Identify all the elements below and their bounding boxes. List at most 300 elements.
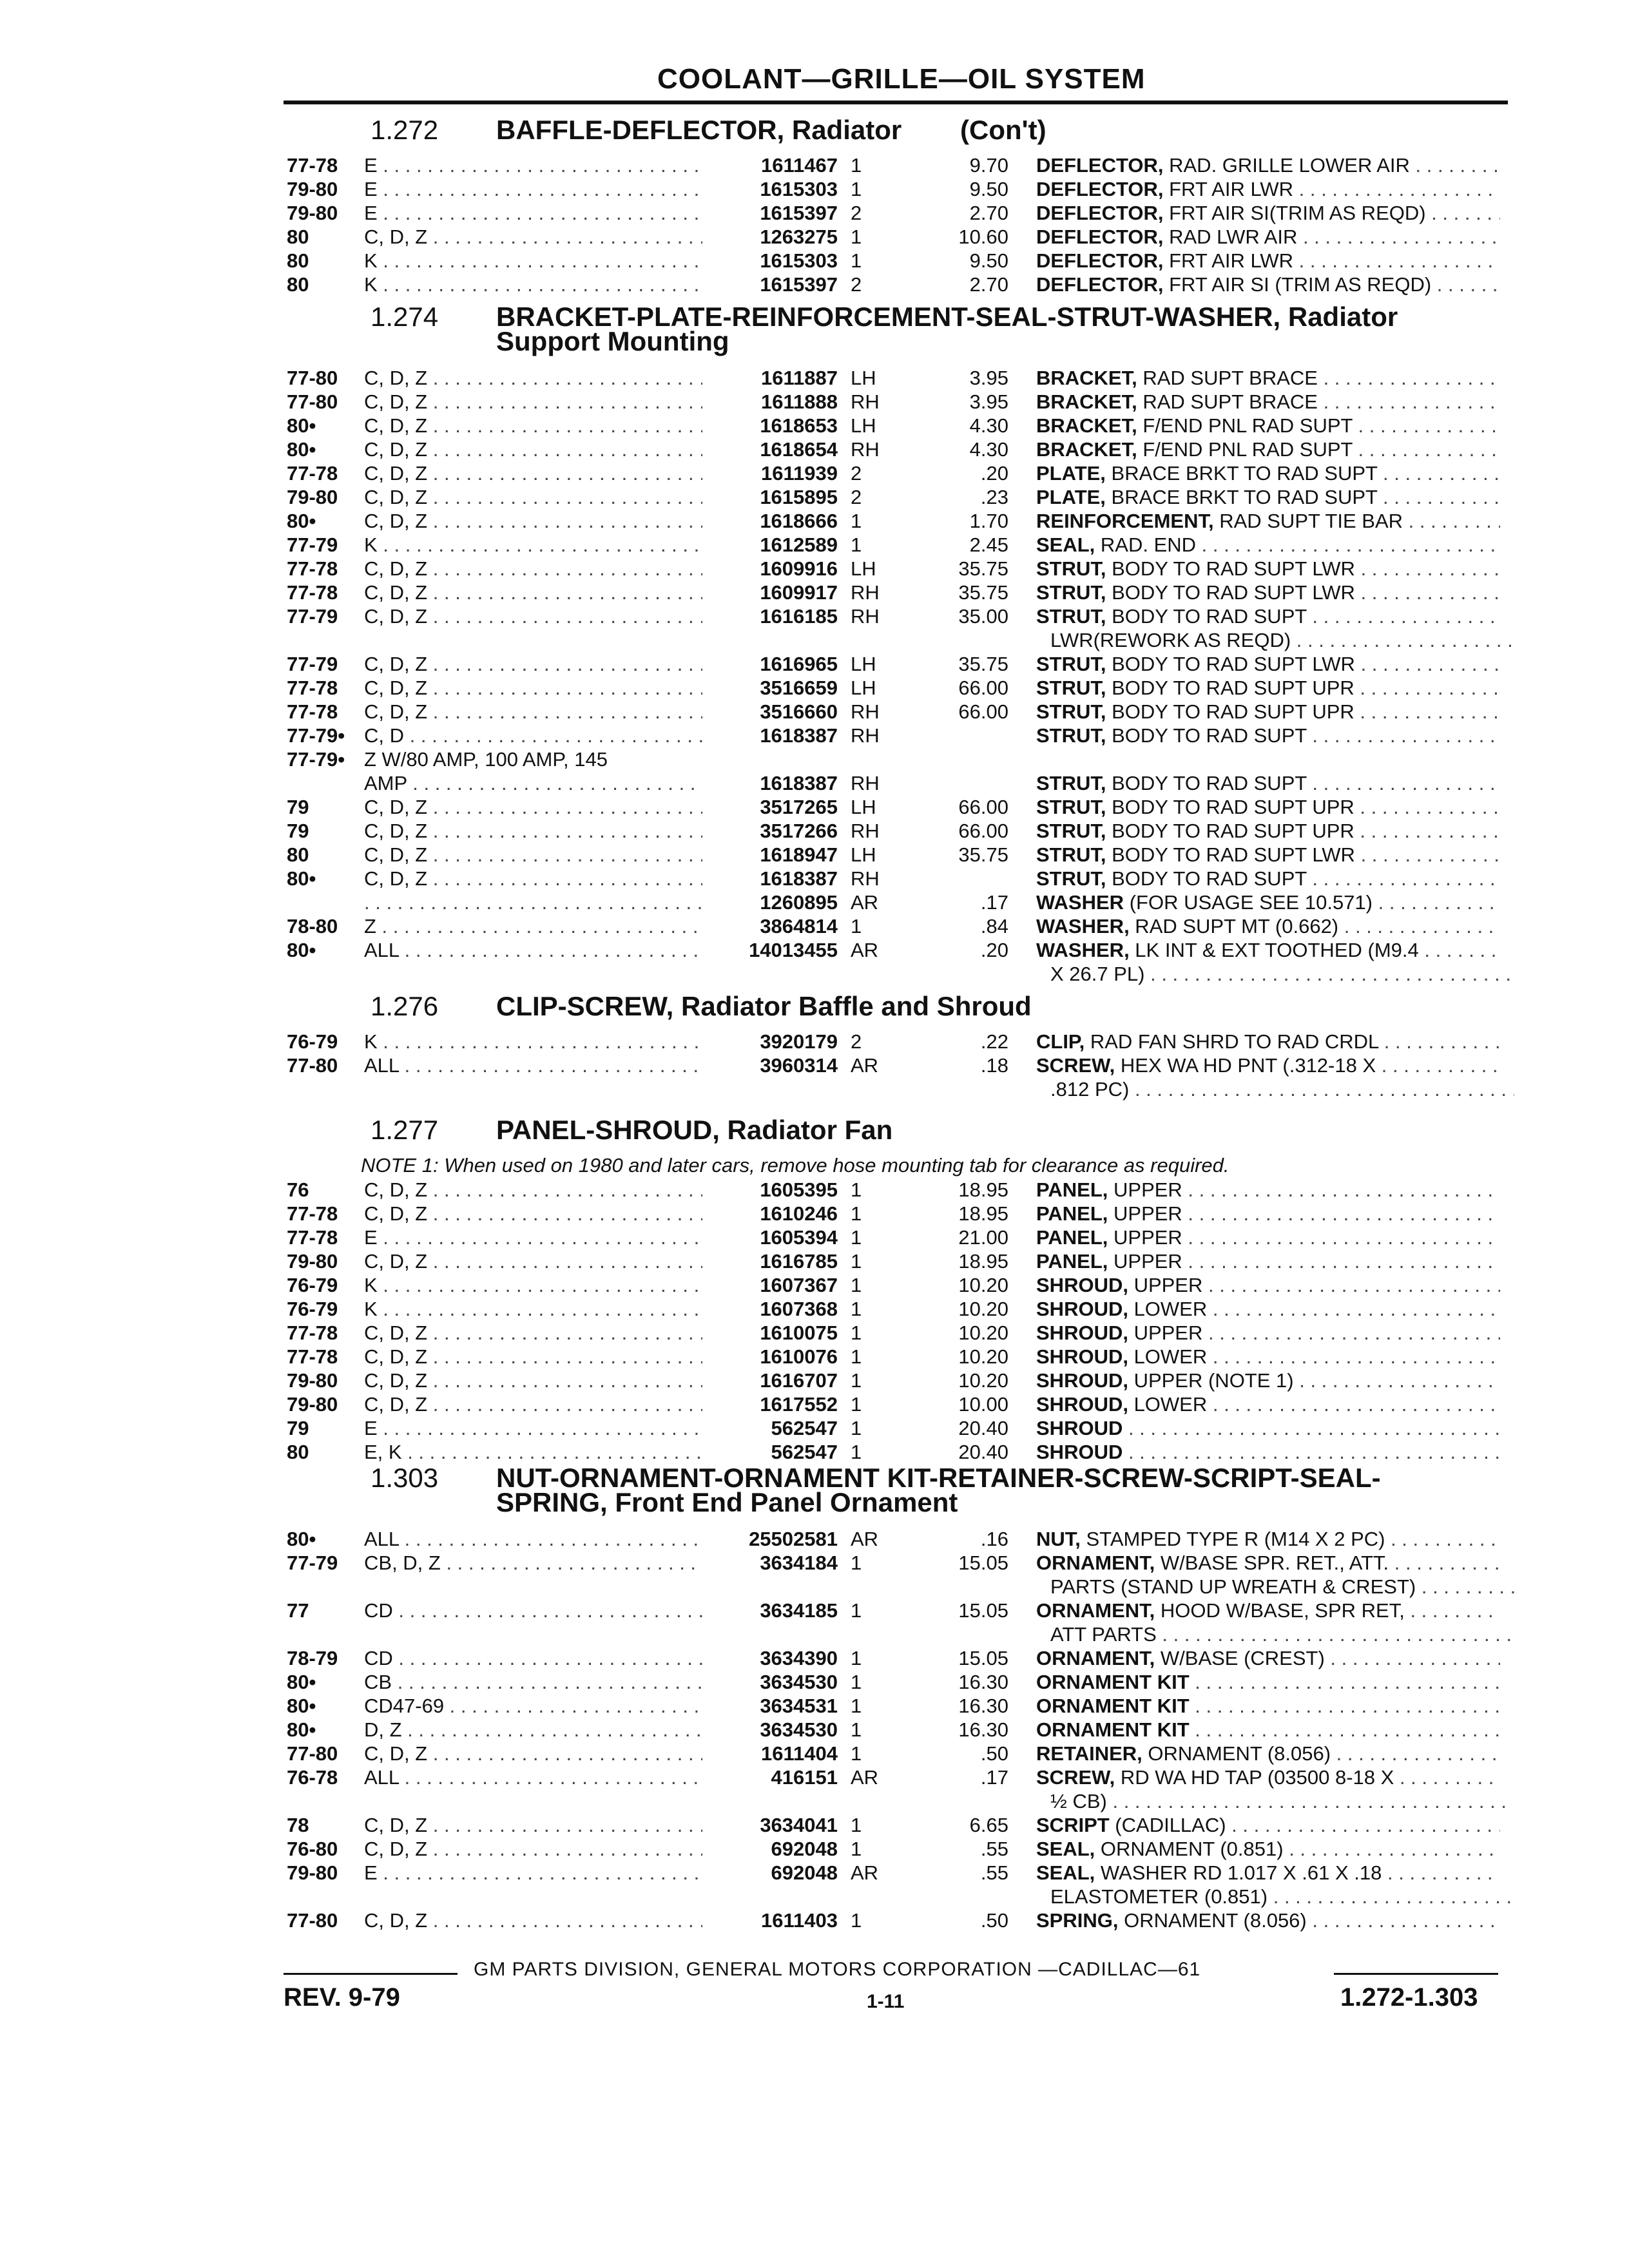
model-year: 79-80 xyxy=(287,1369,338,1392)
part-row xyxy=(0,1813,1629,1837)
part-name: ORNAMENT, xyxy=(1036,1552,1155,1574)
model-year: 79-80 xyxy=(287,1250,338,1273)
section-continued-label: (Con't) xyxy=(960,115,1046,145)
part-description xyxy=(1036,414,1500,437)
part-number: 3920179 xyxy=(760,1030,838,1053)
part-row xyxy=(0,771,1629,795)
part-number: 1609916 xyxy=(760,557,838,580)
part-description xyxy=(1036,201,1500,225)
part-description xyxy=(1050,1789,1514,1813)
part-description xyxy=(1036,914,1500,938)
quantity: 1 xyxy=(851,1393,862,1416)
part-number: 3634041 xyxy=(760,1814,838,1836)
part-description xyxy=(1036,225,1500,249)
part-name: ORNAMENT KIT xyxy=(1036,1695,1190,1717)
part-detail: UPPER xyxy=(1108,1202,1182,1225)
part-description xyxy=(1036,1694,1500,1718)
part-number: 1611887 xyxy=(761,367,838,389)
section-title: CLIP-SCREW, Radiator Baffle and Shroud xyxy=(496,991,1032,1021)
section-title: BRACKET-PLATE-REINFORCEMENT-SEAL-STRUT-WASHER, Radiator xyxy=(496,302,1398,332)
part-description xyxy=(1036,1321,1500,1345)
quantity: RH xyxy=(851,724,880,747)
part-row xyxy=(0,795,1629,819)
part-row xyxy=(0,1646,1629,1670)
quantity: 1 xyxy=(851,915,862,937)
part-description xyxy=(1036,652,1500,676)
part-name: REINFORCEMENT, xyxy=(1036,510,1214,532)
part-description xyxy=(1036,485,1500,509)
part-description xyxy=(1036,676,1500,700)
part-detail: STAMPED TYPE R (M14 X 2 PC) xyxy=(1080,1528,1385,1550)
part-detail: UPPER xyxy=(1108,1178,1182,1201)
part-number: 1607368 xyxy=(760,1298,838,1320)
part-row xyxy=(0,724,1629,747)
price: 35.75 xyxy=(958,653,1008,675)
body-style: E, K . . . xyxy=(364,1440,702,1464)
part-description xyxy=(1036,273,1500,296)
model-year: 77-78 xyxy=(287,1202,338,1225)
quantity: 1 xyxy=(851,1226,862,1249)
part-detail: F/END PNL RAD SUPT xyxy=(1137,438,1353,461)
part-detail: LOWER xyxy=(1128,1298,1208,1320)
part-name: SPRING, xyxy=(1036,1909,1119,1932)
price: 10.20 xyxy=(958,1345,1008,1368)
part-row xyxy=(0,676,1629,700)
part-name: BRACKET, xyxy=(1036,438,1137,461)
body-style: C, D, Z . . . xyxy=(364,1249,702,1273)
part-description xyxy=(1036,1646,1500,1670)
part-row xyxy=(0,533,1629,557)
part-number: 1263275 xyxy=(760,226,838,248)
part-row xyxy=(0,1225,1629,1249)
body-style: C, D, Z . . . xyxy=(364,581,702,604)
part-detail: UPPER xyxy=(1128,1321,1203,1344)
model-year: 77-80 xyxy=(287,367,338,389)
quantity: AR xyxy=(851,891,879,914)
quantity: RH xyxy=(851,605,880,628)
model-year: 80• xyxy=(287,867,316,890)
section-heading xyxy=(0,302,1629,366)
part-name: PLATE, xyxy=(1036,486,1106,508)
part-row xyxy=(0,1670,1629,1694)
part-detail: HOOD W/BASE, SPR RET, xyxy=(1155,1599,1405,1622)
parts-list xyxy=(0,366,1629,986)
price: 3.95 xyxy=(969,390,1008,413)
part-name: STRUT, xyxy=(1036,772,1106,794)
body-style: K . . . xyxy=(364,1297,702,1321)
quantity: RH xyxy=(851,772,880,794)
part-detail: W/BASE SPR. RET., ATT. xyxy=(1155,1552,1389,1574)
part-name: ORNAMENT, xyxy=(1036,1647,1155,1669)
body-style: E . . . xyxy=(364,201,702,225)
quantity: 1 xyxy=(851,154,862,177)
body-style: CB, D, Z . . . xyxy=(364,1551,702,1575)
part-name: DEFLECTOR, xyxy=(1036,249,1164,272)
quantity: RH xyxy=(851,820,880,842)
body-style: C, D, Z . . . xyxy=(364,366,702,390)
part-detail: UPPER xyxy=(1108,1226,1182,1249)
body-style: D, Z . . . xyxy=(364,1718,702,1742)
part-description xyxy=(1036,1249,1500,1273)
price: 10.20 xyxy=(958,1298,1008,1320)
price: .50 xyxy=(980,1742,1008,1765)
quantity: LH xyxy=(851,367,876,389)
model-year: 77-78 xyxy=(287,462,338,485)
part-name: DEFLECTOR, xyxy=(1036,202,1164,224)
price: .55 xyxy=(980,1838,1008,1860)
part-number: 1615303 xyxy=(760,249,838,272)
model-year: 77-78 xyxy=(287,700,338,723)
body-style: C, D, Z . . . xyxy=(364,1813,702,1837)
model-year: 79-80 xyxy=(287,1393,338,1416)
quantity: AR xyxy=(851,1766,879,1789)
part-detail: FRT AIR SI(TRIM AS REQD) xyxy=(1163,202,1426,224)
part-number: 562547 xyxy=(771,1417,838,1439)
part-name: STRUT, xyxy=(1036,677,1106,699)
model-year: 79-80 xyxy=(287,486,338,508)
part-name: STRUT, xyxy=(1036,820,1106,842)
part-number: 1616965 xyxy=(760,653,838,675)
part-description xyxy=(1036,509,1500,533)
part-description xyxy=(1036,1861,1500,1885)
section-title: BAFFLE-DEFLECTOR, Radiator xyxy=(496,115,902,145)
body-style: CB . . . xyxy=(364,1670,702,1694)
price: 66.00 xyxy=(958,700,1008,723)
quantity: RH xyxy=(851,581,880,604)
part-row xyxy=(0,1622,1629,1646)
price: 10.20 xyxy=(958,1369,1008,1392)
model-year: 80• xyxy=(287,939,316,961)
body-style: C, D, Z . . . xyxy=(364,1908,702,1932)
quantity: 1 xyxy=(851,1671,862,1693)
part-number: 25502581 xyxy=(749,1528,838,1550)
part-number: 1618666 xyxy=(760,510,838,532)
part-row xyxy=(0,652,1629,676)
body-style: C, D, Z . . . xyxy=(364,676,702,700)
price: 21.00 xyxy=(958,1226,1008,1249)
part-description xyxy=(1036,795,1500,819)
part-row xyxy=(0,1837,1629,1861)
part-detail: BODY TO RAD SUPT xyxy=(1106,724,1307,747)
part-description xyxy=(1036,437,1500,461)
part-name: DEFLECTOR, xyxy=(1036,273,1164,296)
part-number: 416151 xyxy=(771,1766,838,1789)
section-number: 1.276 xyxy=(371,991,439,1021)
part-description xyxy=(1036,700,1500,724)
part-detail: (CADILLAC) xyxy=(1109,1814,1226,1836)
part-description xyxy=(1036,1765,1500,1789)
model-year: 80 xyxy=(287,249,309,272)
section-number: 1.277 xyxy=(371,1115,439,1145)
section-1-274 xyxy=(0,302,1629,986)
part-description xyxy=(1036,1908,1500,1932)
model-year: 77-78 xyxy=(287,1226,338,1249)
price: .16 xyxy=(980,1528,1008,1550)
body-style: C, D, Z . . . xyxy=(364,1345,702,1369)
part-row xyxy=(0,557,1629,581)
model-year: 79-80 xyxy=(287,202,338,224)
part-name: SHROUD, xyxy=(1036,1321,1128,1344)
quantity: AR xyxy=(851,1861,879,1884)
section-heading xyxy=(0,1115,1629,1153)
quantity: LH xyxy=(851,796,876,818)
parts-list xyxy=(0,1030,1629,1101)
quantity: RH xyxy=(851,867,880,890)
part-description xyxy=(1036,1225,1500,1249)
part-number: 692048 xyxy=(771,1838,838,1860)
price: 10.20 xyxy=(958,1274,1008,1296)
part-detail: LK INT & EXT TOOTHED (M9.4 xyxy=(1129,939,1419,961)
quantity: 1 xyxy=(851,249,862,272)
part-number: 1610076 xyxy=(760,1345,838,1368)
model-year: 77-80 xyxy=(287,1909,338,1932)
price: 10.00 xyxy=(958,1393,1008,1416)
quantity: LH xyxy=(851,843,876,866)
part-name: ORNAMENT, xyxy=(1036,1599,1155,1622)
part-description xyxy=(1036,249,1500,273)
part-number: 1615397 xyxy=(760,202,838,224)
part-detail: FRT AIR LWR xyxy=(1163,178,1294,200)
model-year: 77-79 xyxy=(287,1552,338,1574)
quantity: 1 xyxy=(851,1742,862,1765)
part-name: STRUT, xyxy=(1036,557,1106,580)
part-detail: RAD. GRILLE LOWER AIR xyxy=(1163,154,1410,177)
part-row xyxy=(0,390,1629,414)
part-number: 1607367 xyxy=(760,1274,838,1296)
part-number: 3516660 xyxy=(760,700,838,723)
part-number: 3517265 xyxy=(760,796,838,818)
part-description xyxy=(1050,1622,1514,1646)
price: 9.70 xyxy=(969,154,1008,177)
price: 15.05 xyxy=(958,1599,1008,1622)
quantity: 2 xyxy=(851,273,862,296)
part-number: 1618653 xyxy=(760,414,838,437)
part-row xyxy=(0,1321,1629,1345)
quantity: 1 xyxy=(851,1298,862,1320)
quantity: 1 xyxy=(851,1552,862,1574)
part-description xyxy=(1050,628,1514,652)
body-style xyxy=(364,890,702,914)
part-description xyxy=(1036,1813,1500,1837)
part-number: 1611403 xyxy=(761,1909,838,1932)
quantity: 1 xyxy=(851,178,862,200)
part-detail: RAD SUPT MT (0.662) xyxy=(1129,915,1339,937)
body-style: K . . . xyxy=(364,1030,702,1053)
part-detail: BODY TO RAD SUPT LWR xyxy=(1106,581,1355,604)
part-description xyxy=(1050,1077,1514,1101)
part-number: 1610246 xyxy=(760,1202,838,1225)
part-number: 1611404 xyxy=(761,1742,838,1765)
part-name: DEFLECTOR, xyxy=(1036,154,1164,177)
part-row xyxy=(0,914,1629,938)
part-row xyxy=(0,366,1629,390)
part-number: 1618654 xyxy=(760,438,838,461)
part-description xyxy=(1036,1551,1500,1575)
part-name: WASHER, xyxy=(1036,915,1130,937)
price: .20 xyxy=(980,939,1008,961)
part-name: WASHER xyxy=(1036,891,1124,914)
model-year: 76 xyxy=(287,1178,309,1201)
part-name: SHROUD, xyxy=(1036,1274,1128,1296)
part-description xyxy=(1036,390,1500,414)
price: .55 xyxy=(980,1861,1008,1884)
part-number: 3634390 xyxy=(760,1647,838,1669)
part-row xyxy=(0,843,1629,867)
part-number: 1616185 xyxy=(760,605,838,628)
part-detail: F/END PNL RAD SUPT xyxy=(1137,414,1353,437)
part-detail: W/BASE (CREST) xyxy=(1155,1647,1325,1669)
part-detail: BODY TO RAD SUPT UPR xyxy=(1106,820,1354,842)
model-year: 79 xyxy=(287,796,309,818)
price: 18.95 xyxy=(958,1178,1008,1201)
part-name: STRUT, xyxy=(1036,724,1106,747)
part-row xyxy=(0,819,1629,843)
part-detail: RAD SUPT TIE BAR xyxy=(1213,510,1403,532)
model-year: 77-78 xyxy=(287,557,338,580)
quantity: 1 xyxy=(851,510,862,532)
quantity: 1 xyxy=(851,1369,862,1392)
part-row xyxy=(0,1908,1629,1932)
part-row xyxy=(0,1718,1629,1742)
part-description xyxy=(1036,1670,1500,1694)
part-row xyxy=(0,747,1629,771)
footer-page-number: 1-11 xyxy=(867,1991,905,2012)
part-description xyxy=(1036,843,1500,867)
part-name: BRACKET, xyxy=(1036,414,1137,437)
part-row xyxy=(0,1551,1629,1575)
part-number: 1618387 xyxy=(760,867,838,890)
part-name: DEFLECTOR, xyxy=(1036,178,1164,200)
part-name: NUT, xyxy=(1036,1528,1081,1550)
model-year: 77 xyxy=(287,1599,309,1622)
part-number: 1611467 xyxy=(761,154,838,177)
price: 2.70 xyxy=(969,202,1008,224)
body-style: AMP . . . xyxy=(364,771,702,795)
part-row xyxy=(0,1369,1629,1392)
body-style: C, D, Z . . . xyxy=(364,1369,702,1392)
model-year: 77-80 xyxy=(287,1054,338,1077)
price: 15.05 xyxy=(958,1552,1008,1574)
part-number: 1609917 xyxy=(760,581,838,604)
body-style: E . . . xyxy=(364,177,702,201)
quantity: RH xyxy=(851,700,880,723)
body-style: C, D, Z . . . xyxy=(364,700,702,724)
part-row xyxy=(0,1742,1629,1765)
part-row xyxy=(0,225,1629,249)
price: .22 xyxy=(980,1030,1008,1053)
part-row xyxy=(0,581,1629,604)
part-name: SCREW, xyxy=(1036,1766,1115,1789)
part-name: SCRIPT xyxy=(1036,1814,1110,1836)
part-number: 1612589 xyxy=(760,533,838,556)
part-description xyxy=(1036,1053,1500,1077)
model-year: 76-79 xyxy=(287,1274,338,1296)
part-description xyxy=(1050,1575,1514,1599)
section-title-line2: Support Mounting xyxy=(496,326,729,356)
body-style: C, D, Z . . . xyxy=(364,225,702,249)
parts-list xyxy=(0,1527,1629,1932)
body-style: K . . . xyxy=(364,533,702,557)
part-description xyxy=(1036,724,1500,747)
part-row xyxy=(0,437,1629,461)
part-detail: RAD LWR AIR xyxy=(1163,226,1298,248)
body-style: Z . . . xyxy=(364,914,702,938)
body-style: E . . . xyxy=(364,153,702,177)
part-name: STRUT, xyxy=(1036,867,1106,890)
model-year: 80• xyxy=(287,1718,316,1741)
body-style: CD . . . xyxy=(364,1646,702,1670)
quantity: 2 xyxy=(851,486,862,508)
part-description xyxy=(1036,1030,1500,1053)
body-style: K . . . xyxy=(364,249,702,273)
footer-rule-left xyxy=(284,1973,458,1975)
part-description xyxy=(1036,819,1500,843)
price: .23 xyxy=(980,486,1008,508)
part-detail: BODY TO RAD SUPT UPR xyxy=(1106,700,1354,723)
part-number: 1615397 xyxy=(760,273,838,296)
part-row xyxy=(0,1030,1629,1053)
part-row xyxy=(0,628,1629,652)
model-year: 78-80 xyxy=(287,915,338,937)
price: 66.00 xyxy=(958,677,1008,699)
body-style: C, D, Z . . . xyxy=(364,557,702,581)
section-heading xyxy=(0,115,1629,153)
part-name: PANEL, xyxy=(1036,1178,1108,1201)
part-detail: BODY TO RAD SUPT LWR xyxy=(1106,557,1355,580)
part-detail: BODY TO RAD SUPT xyxy=(1106,605,1307,628)
part-detail: UPPER (NOTE 1) xyxy=(1128,1369,1294,1392)
body-style: ALL . . . xyxy=(364,1765,702,1789)
part-number: 1611939 xyxy=(761,462,838,485)
price: 10.60 xyxy=(958,226,1008,248)
quantity: 1 xyxy=(851,1345,862,1368)
part-description xyxy=(1036,1369,1500,1392)
header-rule xyxy=(284,101,1508,104)
part-number: 3634185 xyxy=(760,1599,838,1622)
part-row xyxy=(0,962,1629,986)
model-year: 80 xyxy=(287,1441,309,1463)
section-title: PANEL-SHROUD, Radiator Fan xyxy=(496,1115,893,1145)
section-1-272 xyxy=(0,115,1629,296)
model-year: 77-80 xyxy=(287,1742,338,1765)
quantity: RH xyxy=(851,390,880,413)
body-style: K . . . xyxy=(364,273,702,296)
quantity: LH xyxy=(851,677,876,699)
part-detail: BODY TO RAD SUPT xyxy=(1106,867,1307,890)
price: 35.00 xyxy=(958,605,1008,628)
price: 2.70 xyxy=(969,273,1008,296)
part-name: PANEL, xyxy=(1036,1226,1108,1249)
body-style: C, D, Z . . . xyxy=(364,1202,702,1225)
part-detail: ATT PARTS xyxy=(1050,1623,1157,1646)
quantity: 1 xyxy=(851,1178,862,1201)
part-description xyxy=(1036,771,1500,795)
part-name: ORNAMENT KIT xyxy=(1036,1718,1190,1741)
part-number: 1611888 xyxy=(761,390,838,413)
section-1-277 xyxy=(0,1115,1629,1464)
model-year: 77-78 xyxy=(287,1321,338,1344)
body-style: C, D, Z . . . xyxy=(364,437,702,461)
part-description xyxy=(1036,177,1500,201)
body-style: ALL . . . xyxy=(364,1053,702,1077)
part-description xyxy=(1036,1273,1500,1297)
model-year: 80• xyxy=(287,510,316,532)
part-name: DEFLECTOR, xyxy=(1036,226,1164,248)
part-description xyxy=(1036,581,1500,604)
body-style: C, D, Z . . . xyxy=(364,1392,702,1416)
body-style: C, D . . . xyxy=(364,724,702,747)
section-heading xyxy=(0,1463,1629,1527)
